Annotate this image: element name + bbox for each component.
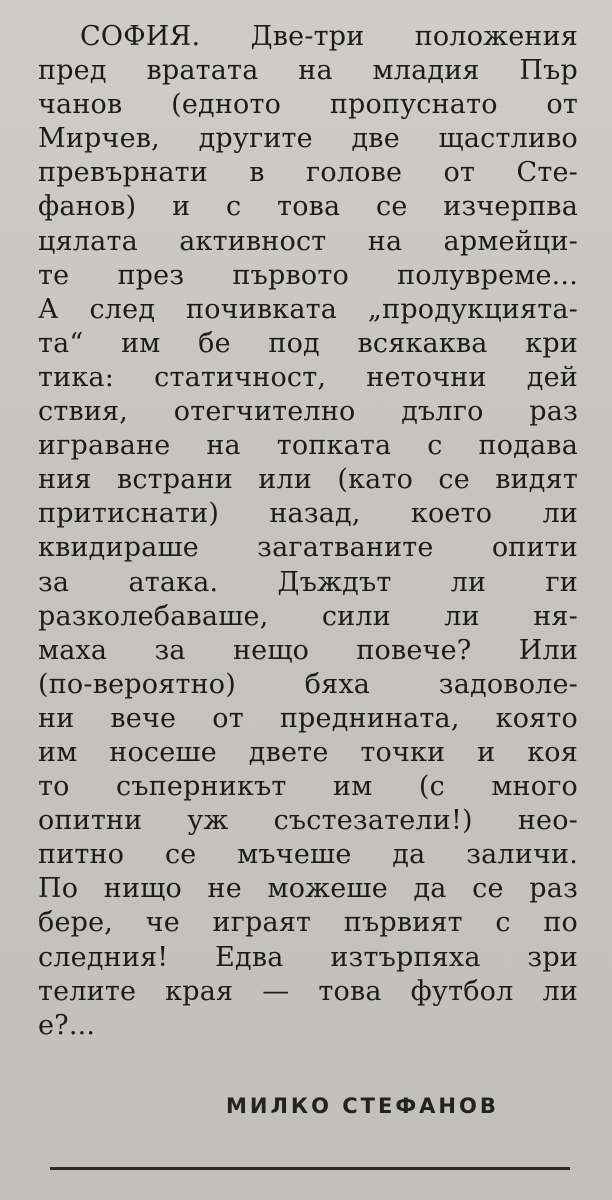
article-line: те през първото полувреме...	[38, 259, 578, 291]
article-line: чанов (едното пропуснато от	[38, 89, 578, 121]
article-body	[38, 20, 578, 1043]
article-line: ствия, отегчително дълго раз	[38, 396, 578, 428]
article-line: цялата активност на армейци-	[38, 225, 578, 257]
clipped-header-fragment	[390, 0, 460, 6]
article-line: им носеше двете точки и коя	[38, 736, 578, 768]
article-line: По нищо не можеше да се раз	[38, 873, 578, 905]
article-line: следния! Едва изтърпяха зри	[38, 941, 578, 973]
article-line: (по-вероятно) бяха задоволе-	[38, 668, 578, 700]
article-line: СОФИЯ. Две-три положения	[80, 21, 578, 52]
article-line: маха за нещо повече? Или	[38, 634, 578, 666]
article-line: бере, че играят първият с по	[38, 907, 578, 939]
article-line: ния встрани или (като се видят	[38, 464, 578, 496]
author-byline: МИЛКО СТЕФАНОВ	[226, 1094, 499, 1118]
article-line: е?...	[38, 1009, 96, 1041]
article-line: ни вече от преднината, която	[38, 702, 578, 734]
article-line: опитни уж състезатели!) нео-	[38, 805, 578, 837]
article-line: за атака. Дъждът ли ги	[38, 566, 578, 598]
article-line: А след почивката „продукцията-	[38, 293, 578, 325]
article-line: пред вратата на младия Пър	[38, 55, 578, 87]
article-line: та“ им бе под всякаква кри	[38, 327, 578, 359]
article-line: питно се мъчеше да заличи.	[38, 839, 578, 871]
article-line: играване на топката с подава	[38, 430, 578, 462]
article-line: Мирчев, другите две щастливо	[38, 123, 578, 155]
article-line: превърнати в голове от Сте-	[38, 157, 578, 189]
article-line: притиснати) назад, което ли	[38, 498, 578, 530]
article-line: то съперникът им (с много	[38, 771, 578, 803]
article-line: телите края — това футбол ли	[38, 975, 578, 1007]
article-line: разколебаваше, сили ли ня-	[38, 600, 578, 632]
article-line: тика: статичност, неточни дей	[38, 361, 578, 393]
section-divider	[50, 1167, 570, 1170]
article-line: фанов) и с това се изчерпва	[38, 191, 578, 223]
article-line: квидираше загатваните опити	[38, 532, 578, 564]
